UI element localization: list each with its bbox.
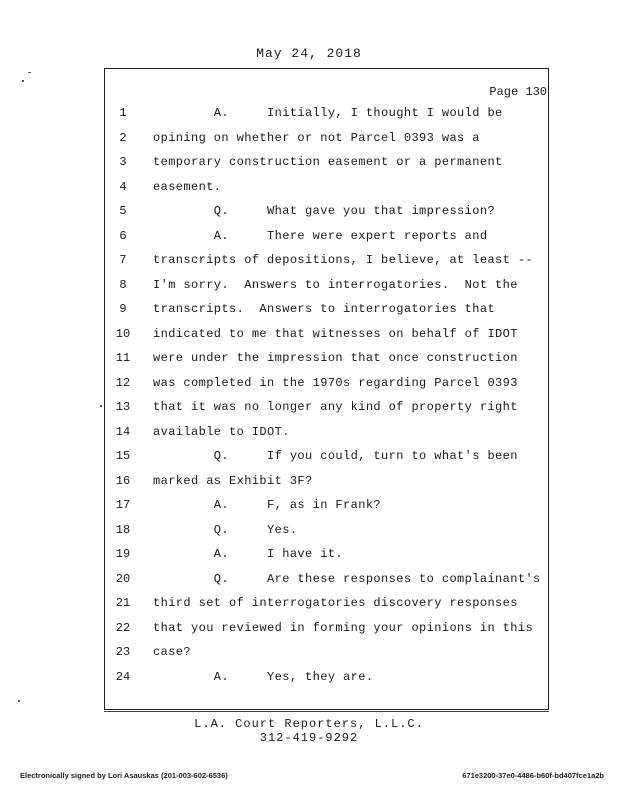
transcript-line (0, 621, 618, 645)
transcript-line (0, 180, 618, 204)
line-text: that you reviewed in forming your opinions in this (153, 620, 534, 635)
transcript-line (0, 204, 618, 228)
line-text: that it was no longer any kind of property right (153, 400, 518, 414)
transcript-line (0, 645, 618, 669)
line-text: were under the impression that once construction (153, 351, 518, 365)
line-number: 3 (119, 155, 127, 169)
line-text: Q. If you could, turn to what's been (153, 449, 518, 463)
line-text: easement. (153, 179, 222, 194)
line-number: 17 (115, 498, 131, 512)
transcript-line (0, 523, 618, 547)
transcript-line (0, 547, 618, 571)
transcript-line (0, 400, 618, 424)
line-text: A. I have it. (153, 547, 344, 561)
line-number: 9 (119, 302, 127, 316)
line-number: 5 (119, 204, 127, 218)
line-number: 2 (119, 130, 127, 145)
transcript-line (0, 498, 618, 522)
line-text: Q. Yes. (153, 522, 298, 537)
page-date: May 24, 2018 (256, 46, 362, 61)
transcript-line (0, 106, 618, 130)
scan-speck (28, 72, 31, 73)
line-text: case? (153, 645, 192, 659)
line-number: 23 (115, 645, 131, 659)
transcript-line (0, 229, 618, 253)
transcript-line (0, 449, 618, 473)
line-number: 15 (115, 449, 131, 463)
line-number: 4 (119, 179, 127, 194)
scan-speck (22, 80, 24, 82)
transcript-line (0, 474, 618, 498)
line-number: 24 (115, 669, 131, 684)
line-text: available to IDOT. (153, 424, 290, 439)
line-number: 1 (119, 106, 127, 120)
line-number: 11 (115, 351, 131, 365)
transcript-line (0, 327, 618, 351)
line-number: 14 (115, 424, 131, 439)
line-text: transcripts. Answers to interrogatories that (153, 302, 496, 316)
line-number: 6 (119, 228, 127, 243)
transcript-line (0, 302, 618, 326)
line-number: 22 (115, 620, 131, 635)
line-text: indicated to me that witnesses on behalf of IDOT (153, 326, 518, 341)
transcript-line (0, 155, 618, 179)
line-text: A. Initially, I thought I would be (153, 106, 503, 120)
line-number: 13 (115, 400, 131, 414)
transcript-line (0, 131, 618, 155)
page-number: Page 130 (489, 85, 547, 99)
transcript-line (0, 278, 618, 302)
line-text: A. There were expert reports and (153, 228, 488, 243)
scan-speck (100, 405, 102, 407)
line-number: 8 (119, 277, 127, 292)
transcript-line (0, 351, 618, 375)
line-text: opining on whether or not Parcel 0393 was a (153, 130, 480, 145)
footer-company: L.A. Court Reporters, L.L.C. (194, 717, 424, 731)
line-text: Q. What gave you that impression? (153, 204, 496, 218)
scan-speck (18, 700, 20, 702)
line-text: transcripts of depositions, I believe, at least -- (153, 253, 534, 267)
line-number: 10 (115, 326, 131, 341)
footer-phone: 312-419-9292 (259, 731, 359, 745)
line-text: marked as Exhibit 3F? (153, 473, 313, 488)
document-hash: 671e3200-37e0-4486-b60f-bd407fce1a2b (462, 771, 604, 780)
line-text: I'm sorry. Answers to interrogatories. Not the (153, 277, 518, 292)
transcript-line (0, 596, 618, 620)
line-number: 12 (115, 375, 131, 390)
line-text: A. Yes, they are. (153, 669, 374, 684)
line-number: 20 (115, 571, 131, 586)
line-number: 16 (115, 473, 131, 488)
line-text: Q. Are these responses to complainant's (153, 571, 541, 586)
line-number: 21 (115, 596, 131, 610)
line-number: 18 (115, 522, 131, 537)
frame-bottom-rule (104, 711, 549, 712)
transcript-line (0, 253, 618, 277)
line-number: 19 (115, 547, 131, 561)
line-text: temporary construction easement or a permanent (153, 155, 503, 169)
transcript-line (0, 670, 618, 694)
line-number: 7 (119, 253, 127, 267)
transcript-line (0, 376, 618, 400)
e-signature-note: Electronically signed by Lori Asauskas (201-003-602-6536) (20, 771, 228, 780)
transcript-line (0, 572, 618, 596)
line-text: was completed in the 1970s regarding Parcel 0393 (153, 375, 518, 390)
transcript-line (0, 425, 618, 449)
line-text: A. F, as in Frank? (153, 498, 382, 512)
line-text: third set of interrogatories discovery responses (153, 596, 518, 610)
